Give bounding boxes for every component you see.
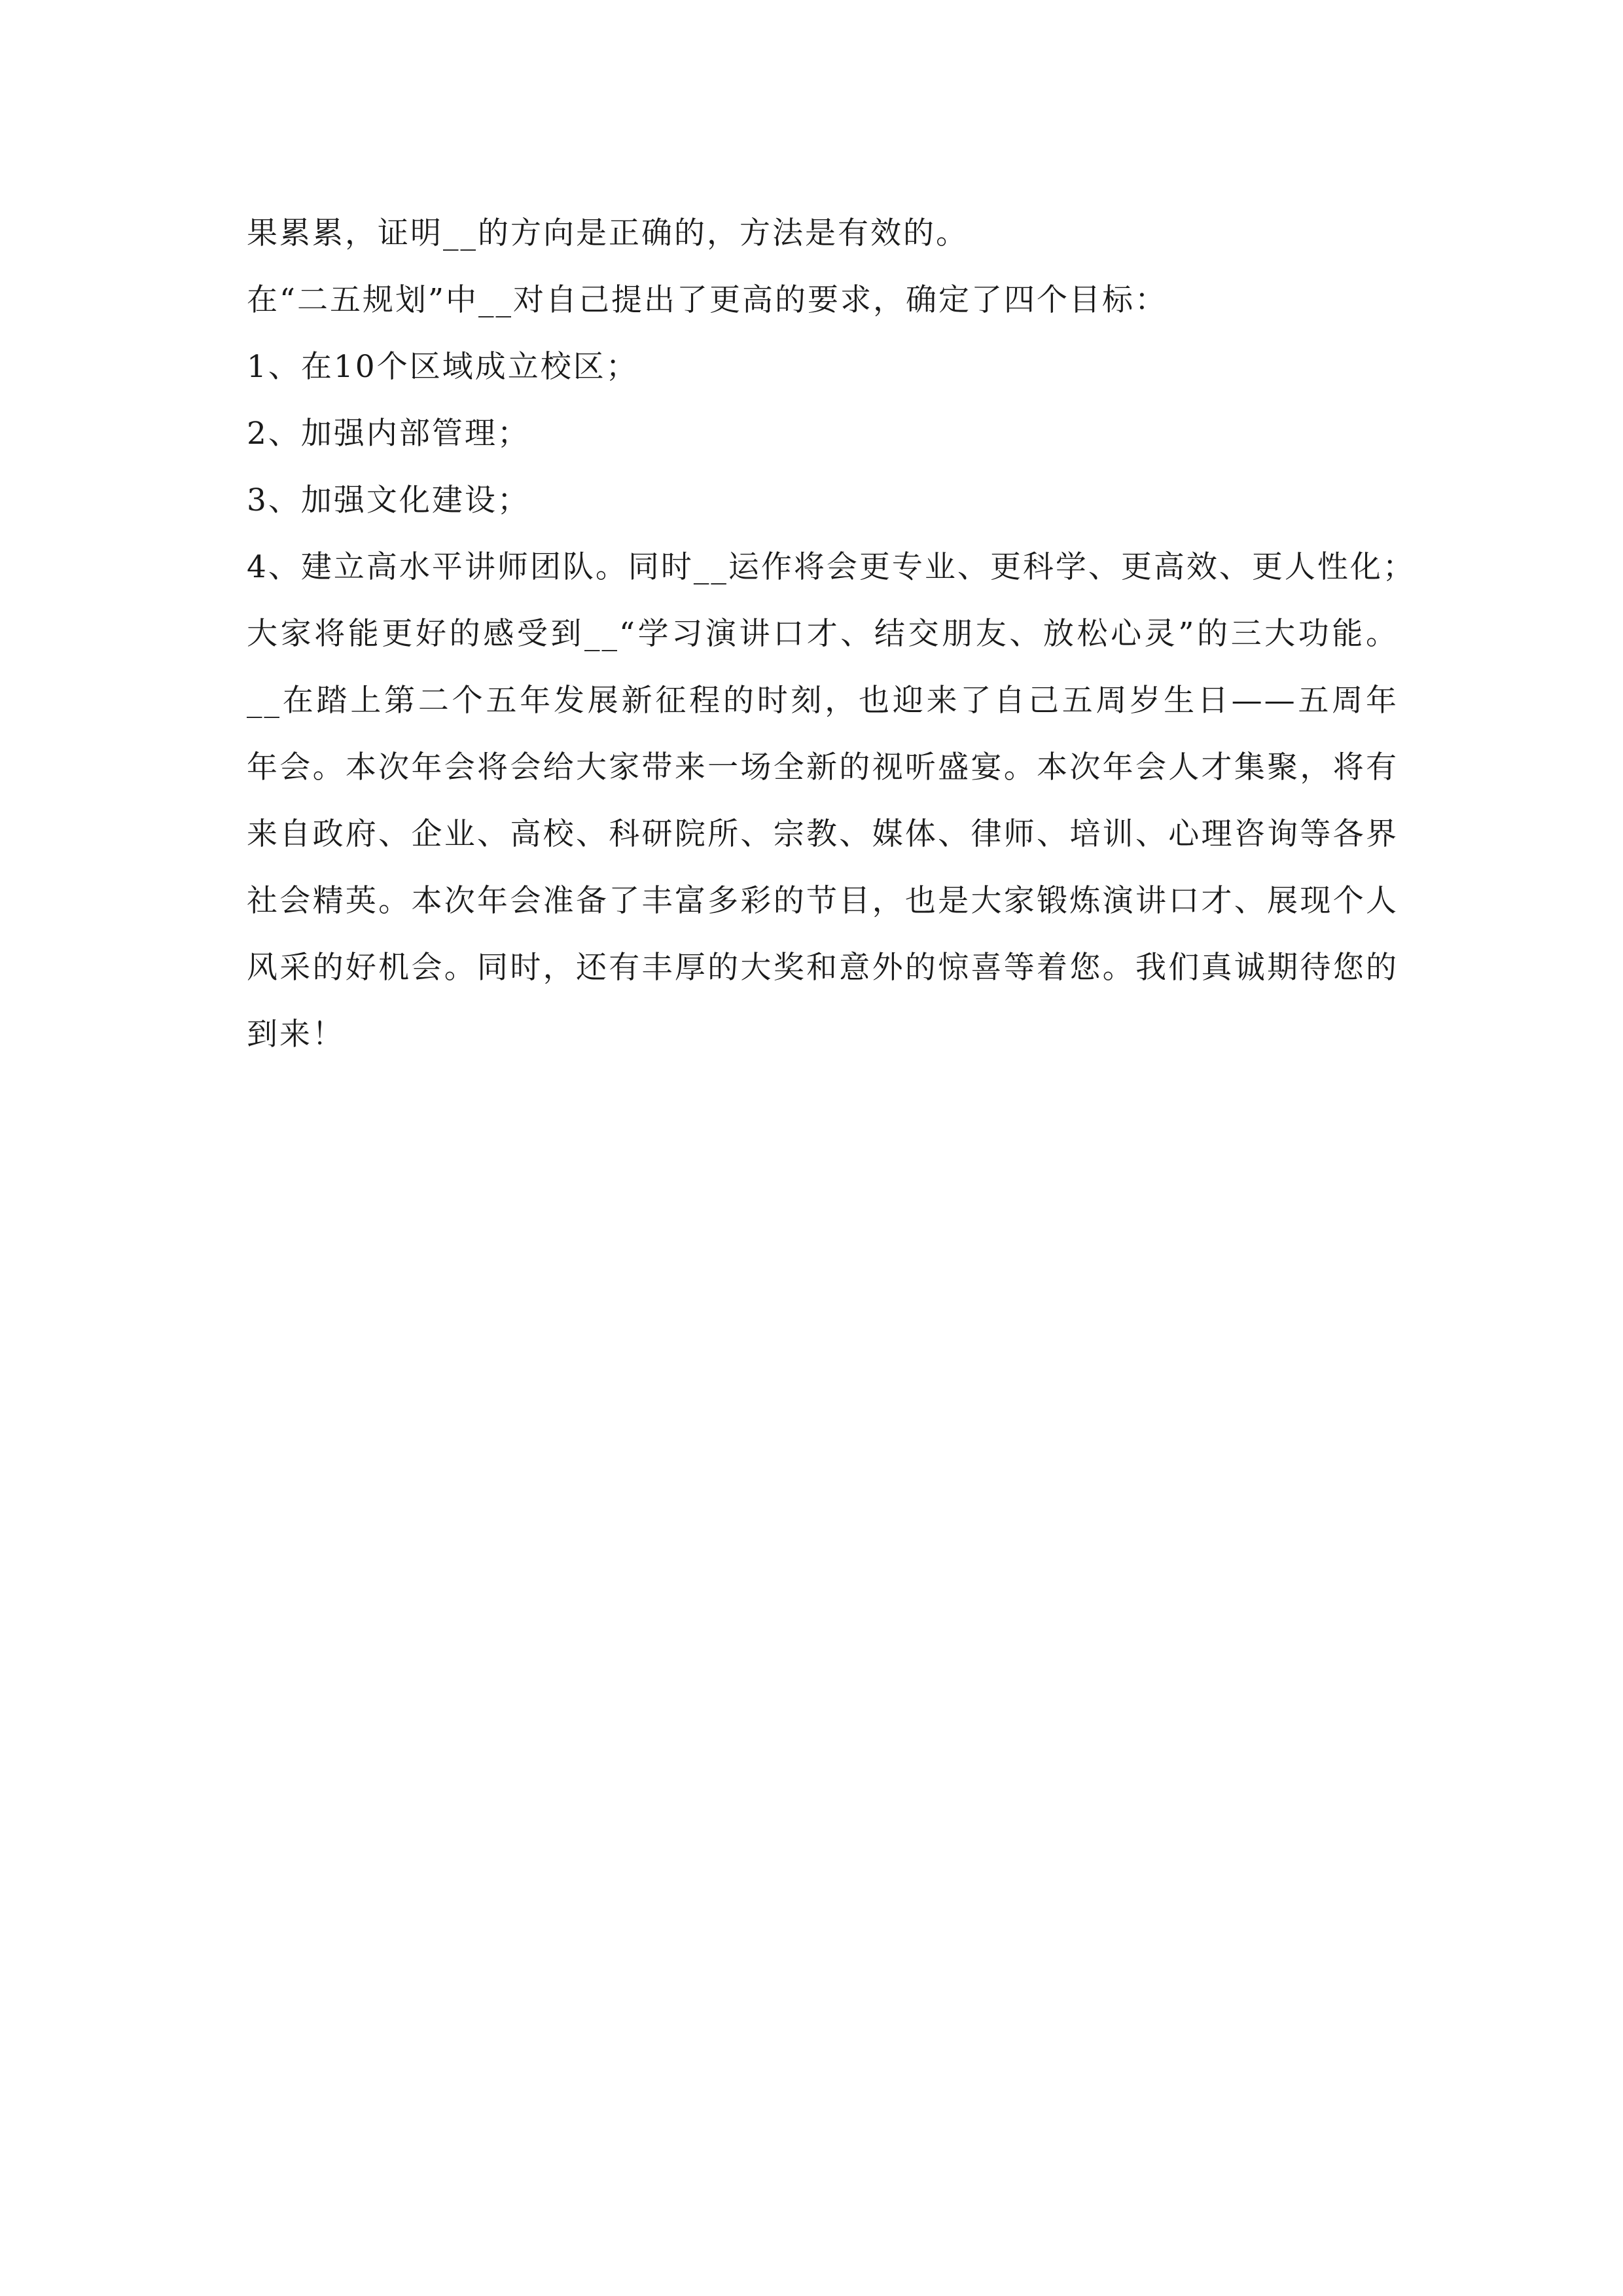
text-line: 大家将能更好的感受到__“学习演讲口才、结交朋友、放松心灵”的三大功能。 [247, 616, 1399, 652]
text-line: 在“二五规划”中__对自己提出了更高的要求，确定了四个目标： [247, 282, 1168, 318]
text-line: 年会。本次年会将会给大家带来一场全新的视听盛宴。本次年会人才集聚，将有 [247, 749, 1399, 785]
text-line: __在踏上第二个五年发展新征程的时刻，也迎来了自己五周岁生日——五周年 [247, 683, 1399, 719]
text-line: 来自政府、企业、高校、科研院所、宗教、媒体、律师、培训、心理咨询等各界 [247, 816, 1399, 852]
text-line: 果累累，证明__的方向是正确的，方法是有效的。 [247, 215, 969, 251]
text-line: 风采的好机会。同时，还有丰厚的大奖和意外的惊喜等着您。我们真诚期待您的 [247, 950, 1399, 986]
list-item: 1、在10个区域成立校区； [247, 349, 639, 385]
list-item: 3、加强文化建设； [247, 482, 530, 518]
document-body [247, 200, 1416, 1068]
text-line: 到来！ [247, 1016, 345, 1052]
list-item: 4、建立高水平讲师团队。同时__运作将会更专业、更科学、更高效、更人性化； [247, 549, 1416, 585]
list-item: 2、加强内部管理； [247, 416, 530, 452]
text-line: 社会精英。本次年会准备了丰富多彩的节目，也是大家锻炼演讲口才、展现个人 [247, 883, 1399, 919]
